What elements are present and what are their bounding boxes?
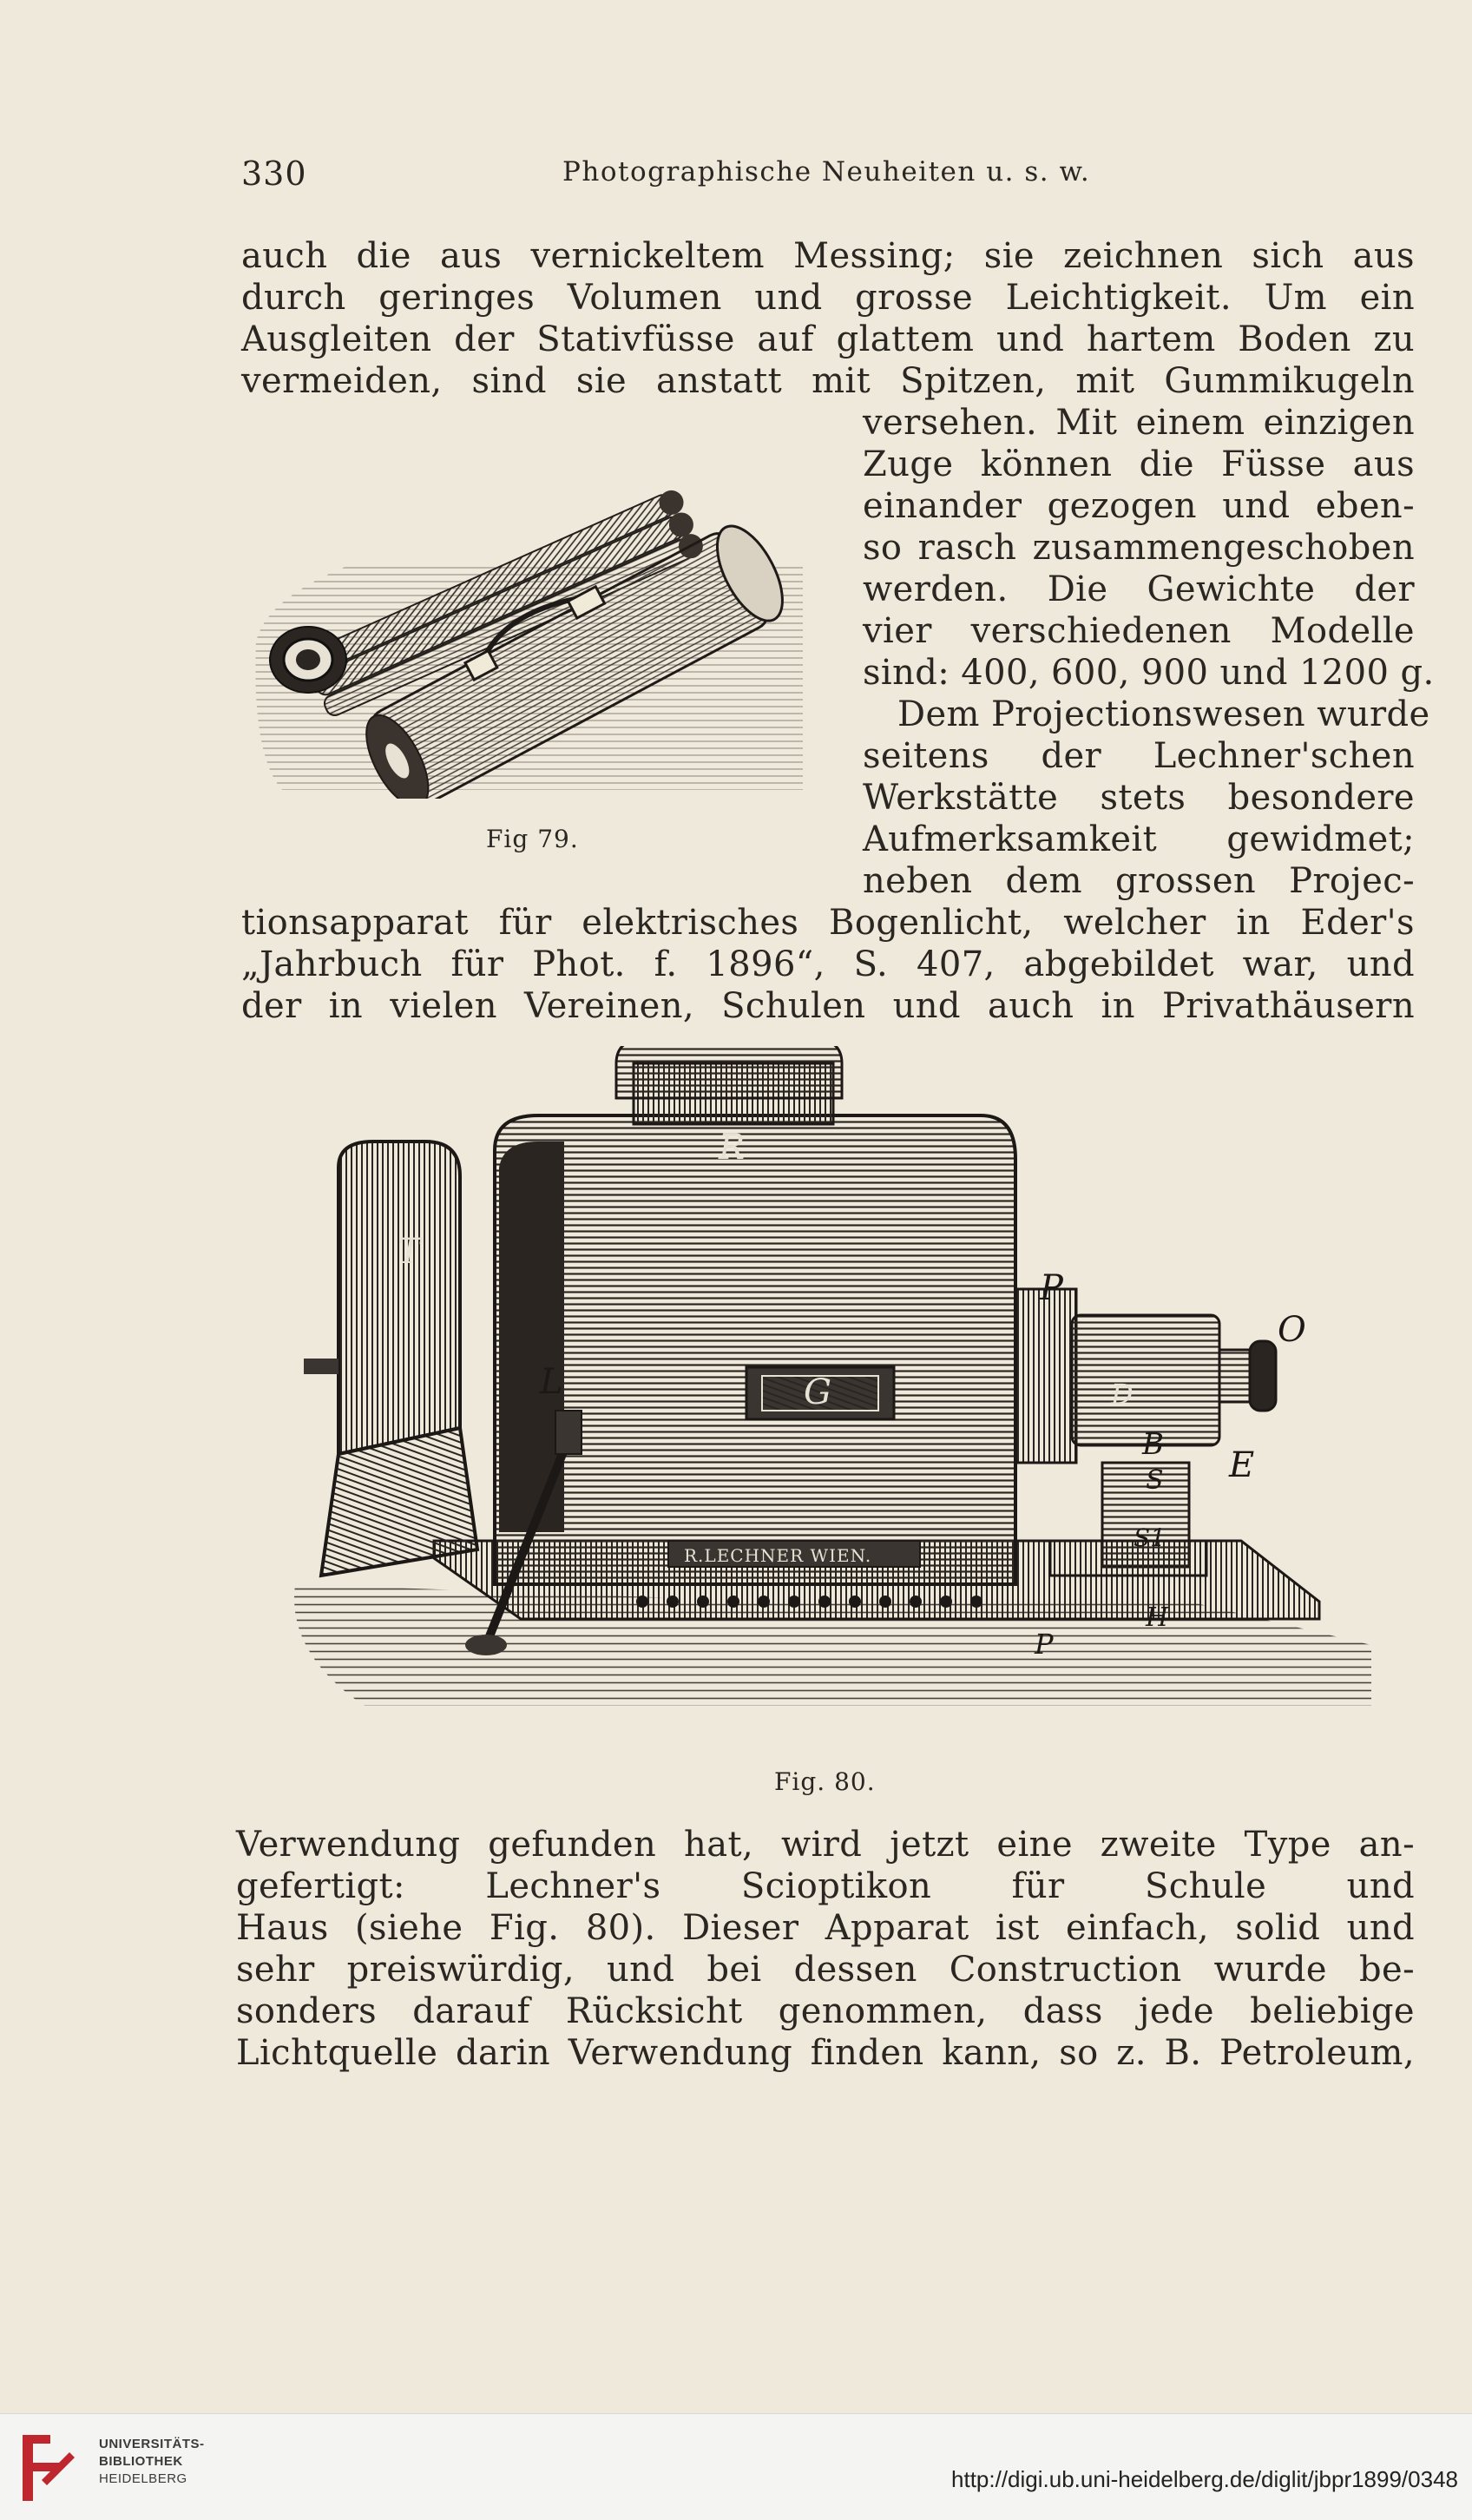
text-line: vermeiden, sind sie anstatt mit Spitzen, mit Gummikugeln	[241, 361, 1415, 401]
page-header	[241, 155, 1415, 198]
logo-line: BIBLIOTHEK	[99, 2454, 183, 2469]
text-line: vier verschiedenen Modelle	[863, 611, 1415, 651]
text-line: Haus (siehe Fig. 80). Dieser Apparat ist einfach, solid und	[236, 1908, 1415, 1948]
text-line: Dem Projectionswesen wurde	[897, 694, 1430, 734]
running-title: Photographische Neuheiten u. s. w.	[562, 156, 1091, 188]
university-library-logo[interactable]	[16, 2428, 205, 2508]
text-line: sonders darauf Rücksicht genommen, dass jede beliebige	[236, 1991, 1415, 2031]
page-number: 330	[241, 155, 307, 193]
figure-label: S1	[1134, 1523, 1166, 1552]
text-line: seitens der Lechner'schen	[863, 736, 1415, 776]
text-line: neben dem grossen Projec-	[863, 861, 1415, 901]
library-footer	[0, 2413, 1472, 2520]
figure-80-scioptikon-illustration	[286, 1046, 1380, 1740]
text-line: werden. Die Gewichte der	[863, 569, 1415, 609]
figure-label: P	[1040, 1268, 1063, 1308]
figure-label: D	[1111, 1378, 1134, 1411]
text-line: so rasch zusammengeschoben	[863, 528, 1415, 568]
text-line: Zuge können die Füsse aus	[863, 444, 1415, 484]
text-line: tionsapparat für elektrisches Bogenlicht, welcher in Eder's	[241, 903, 1415, 943]
logo-line: UNIVERSITÄTS-	[99, 2437, 205, 2451]
permalink-url[interactable]: http://digi.ub.uni-heidelberg.de/diglit/jbpr1899/0348	[951, 2466, 1458, 2492]
figure-label: H	[1146, 1602, 1169, 1633]
text-line: gefertigt: Lechner's Scioptikon für Schule und	[236, 1866, 1415, 1906]
text-line: der in vielen Vereinen, Schulen und auch in Privathäusern	[241, 986, 1415, 1026]
figure-label: E	[1229, 1445, 1255, 1485]
figure-80-caption: Fig. 80.	[774, 1767, 876, 1796]
figure-label: P	[1035, 1628, 1054, 1661]
text-line: durch geringes Volumen und grosse Leichtigkeit. Um ein	[241, 278, 1415, 318]
text-line: „Jahrbuch für Phot. f. 1896“, S. 407, abgebildet war, und	[241, 944, 1415, 984]
figure-label: G	[804, 1372, 831, 1412]
figure-label: S	[1146, 1465, 1164, 1496]
text-line: Aufmerksamkeit gewidmet;	[863, 819, 1415, 859]
figure-79-tripod-illustration	[247, 425, 820, 799]
nameplate-text: R.LECHNER WIEN.	[684, 1545, 872, 1566]
figure-79-caption: Fig 79.	[486, 825, 579, 853]
text-line: sehr preiswürdig, und bei dessen Construction wurde be-	[236, 1950, 1415, 1990]
text-line: Werkstätte stets besondere	[863, 778, 1415, 818]
figure-label: O	[1278, 1310, 1306, 1350]
figure-label: L	[540, 1362, 563, 1402]
text-line: versehen. Mit einem einzigen	[863, 403, 1415, 443]
text-line: Lichtquelle darin Verwendung finden kann, so z. B. Petroleum,	[236, 2033, 1415, 2073]
figure-label: B	[1142, 1427, 1164, 1462]
figure-label: R	[719, 1128, 746, 1168]
figure-label: T	[398, 1232, 421, 1272]
text-line: Verwendung gefunden hat, wird jetzt eine zweite Type an-	[236, 1825, 1415, 1865]
text-line: Ausgleiten der Stativfüsse auf glattem und hartem Boden zu	[241, 319, 1415, 359]
text-line: einander gezogen und eben-	[863, 486, 1415, 526]
logo-line: HEIDELBERG	[99, 2471, 187, 2486]
library-logo-icon	[16, 2428, 78, 2508]
text-line: sind: 400, 600, 900 und 1200 g.	[863, 653, 1435, 693]
text-line: auch die aus vernickeltem Messing; sie zeichnen sich aus	[241, 236, 1415, 276]
